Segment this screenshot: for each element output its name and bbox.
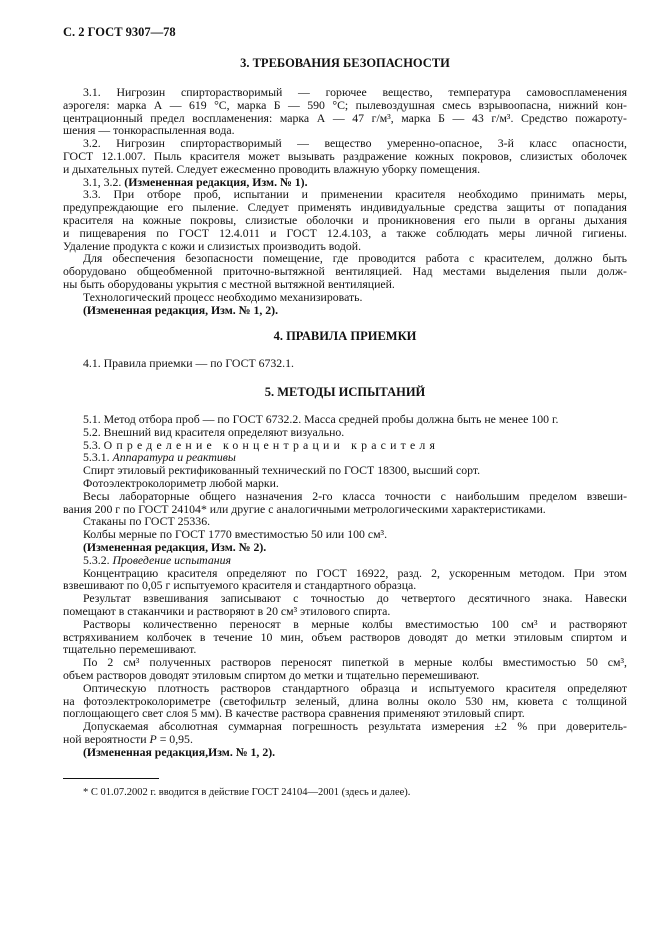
text-line: Фотоэлектроколориметр любой марки. xyxy=(83,475,279,490)
italic-text: Аппаратура и реактивы xyxy=(112,450,236,465)
text-line: 3.3. При отборе проб, испытании и применении красителя необходимо принимать меры, xyxy=(83,187,627,202)
italic-text: Проведение испытания xyxy=(112,552,231,567)
text-line: объем растворов доводят этиловым спиртом до метки и тщательно перемешивают. xyxy=(63,667,480,682)
text-line: тщательно перемешивают. xyxy=(63,642,197,657)
page-header: С. 2 ГОСТ 9307—78 xyxy=(63,25,176,39)
text-line xyxy=(63,304,627,317)
text-segment: = 0,95. xyxy=(156,731,193,746)
text-line: и дыхательных путей. Следует ежесменно проводить влажную уборку помещения. xyxy=(63,161,481,176)
text-line: 3.1. Нигрозин спирторастворимый — горючее вещество, температура самовоспламенения xyxy=(83,85,627,99)
text-line: 5.2. Внешний вид красителя определяют визуально. xyxy=(83,424,345,439)
text-line: помещают в стаканчики и растворяют в 20 см³ этилового спирта. xyxy=(63,603,391,618)
amendment-note: (Измененная редакция, Изм. № 1, 2). xyxy=(83,302,279,317)
section-3-heading: 3. ТРЕБОВАНИЯ БЕЗОПАСНОСТИ xyxy=(240,56,450,70)
text-line: взвешивают по 0,05 г испытуемого красителя и стандартного образца. xyxy=(63,578,417,593)
text-line: предупреждающие его пыление. Следует применять индивидуальные средства защиты от попадания xyxy=(63,200,627,215)
text-segment: 5.3.1. xyxy=(83,450,113,465)
section-5-body xyxy=(63,413,627,759)
text-line: вания 200 г по ГОСТ 24104* или другие с аналогичными метрологическими характеристиками. xyxy=(63,501,546,516)
text-line: Удаление продукта с кожи и слизистых производить водой. xyxy=(63,238,362,253)
section-5-heading: 5. МЕТОДЫ ИСПЫТАНИЙ xyxy=(264,385,426,399)
text-line: По 2 см³ полученных растворов переносят пипеткой в мерные колбы вместимостью 50 см³, xyxy=(83,655,627,670)
section-4-heading: 4. ПРАВИЛА ПРИЕМКИ xyxy=(273,329,417,343)
text-line: поглощающего свет слоя 5 мм). В качестве раствора сравнения применяют этиловый спирт. xyxy=(63,706,525,721)
text-line: и пищеварения по ГОСТ 12.4.011 и ГОСТ 12.4.103, а также соблюдать меры личной гигиены. xyxy=(63,225,627,240)
text-line: Оптическую плотность растворов стандартного образца и испытуемого красителя определяют xyxy=(83,680,627,695)
text-segment: 3.1, 3.2. xyxy=(83,174,125,189)
text-line: Допускаемая абсолютная суммарная погрешность результата измерения ±2 % при доверитель- xyxy=(83,719,627,734)
text-line: оборудовано общеобменной приточно-вытяжной вентиляцией. Над местами выделения пыли долж- xyxy=(63,264,627,279)
text-line xyxy=(63,746,627,759)
text-line xyxy=(63,554,627,567)
amendment-note: (Измененная редакция, Изм. № 1). xyxy=(124,174,308,189)
text-segment: 5.3.2. xyxy=(83,552,113,567)
spaced-heading: Определение концентрации красителя xyxy=(103,437,440,452)
text-line: аэрогеля: марка А — 619 °С, марка Б — 590 °С; пылевоздушная смесь взрывоопасна, нижний кон- xyxy=(63,97,627,112)
text-line: ны быть оборудованы укрытия с местной вытяжной вентиляцией. xyxy=(63,276,395,291)
text-line: Технологический процесс необходимо механизировать. xyxy=(83,289,363,304)
section-4-body xyxy=(63,357,627,370)
text-line: красителя на кожные покровы, слизистые оболочки и проникновения его пыли в органы дыхания xyxy=(63,212,627,227)
text-segment: ной вероятности xyxy=(63,731,150,746)
text-line: 5.1. Метод отбора проб — по ГОСТ 6732.2. Масса средней пробы должна быть не менее 100 г. xyxy=(83,412,559,426)
text-line: Концентрацию красителя определяют по ГОСТ 16922, разд. 2, ускоренным методом. При этом xyxy=(83,565,627,580)
amendment-note: (Измененная редакция,Изм. № 1, 2). xyxy=(83,744,276,759)
section-3-body xyxy=(63,86,627,316)
text-line: 4.1. Правила приемки — по ГОСТ 6732.1. xyxy=(83,356,294,370)
text-line: шения — тонкораспыленная вода. xyxy=(63,123,235,138)
text-line: встряхиванием колбочек в течение 10 мин, объем растворов доводят до метки этиловым спиртом и xyxy=(63,629,627,644)
text-line: центрационный предел воспламенения: марка А — 47 г/м³, марка Б — 43 г/м³. Средство пожароту- xyxy=(63,110,627,125)
text-line: Для обеспечения безопасности помещение, где проводится работа с красителем, должно быть xyxy=(83,251,627,266)
text-line: 3.2. Нигрозин спирторастворимый — вещество умеренно-опасное, 3-й класс опасности, xyxy=(83,136,627,151)
text-line: Растворы количественно переносят в мерные колбы вместимостью 100 см³ и растворяют xyxy=(83,616,627,631)
footnote-divider xyxy=(63,778,159,779)
text-line: Стаканы по ГОСТ 25336. xyxy=(83,514,211,529)
text-line: Результат взвешивания записывают с точностью до четвертого десятичного знака. Навески xyxy=(83,591,627,606)
text-line: Колбы мерные по ГОСТ 1770 вместимостью 50 или 100 см³. xyxy=(83,527,388,542)
italic-text: P xyxy=(149,731,157,746)
amendment-note: (Измененная редакция, Изм. № 2). xyxy=(83,539,267,554)
text-line: Спирт этиловый ректификованный технический по ГОСТ 18300, высший сорт. xyxy=(83,463,481,478)
text-line: Весы лабораторные общего назначения 2-го класса точности с наибольшим пределом взвеши- xyxy=(83,488,627,503)
text-line: на фотоэлектроколориметре (светофильтр зеленый, длина волны около 530 нм, кювета с толщиной xyxy=(63,693,627,708)
text-line: ГОСТ 12.1.007. Пыль красителя может вызывать раздражение кожных покровов, слизистых оболочек xyxy=(63,148,627,163)
footnote: * С 01.07.2002 г. вводится в действие ГОСТ 24104—2001 (здесь и далее). xyxy=(83,787,411,798)
text-segment: 5.3. xyxy=(83,437,104,452)
